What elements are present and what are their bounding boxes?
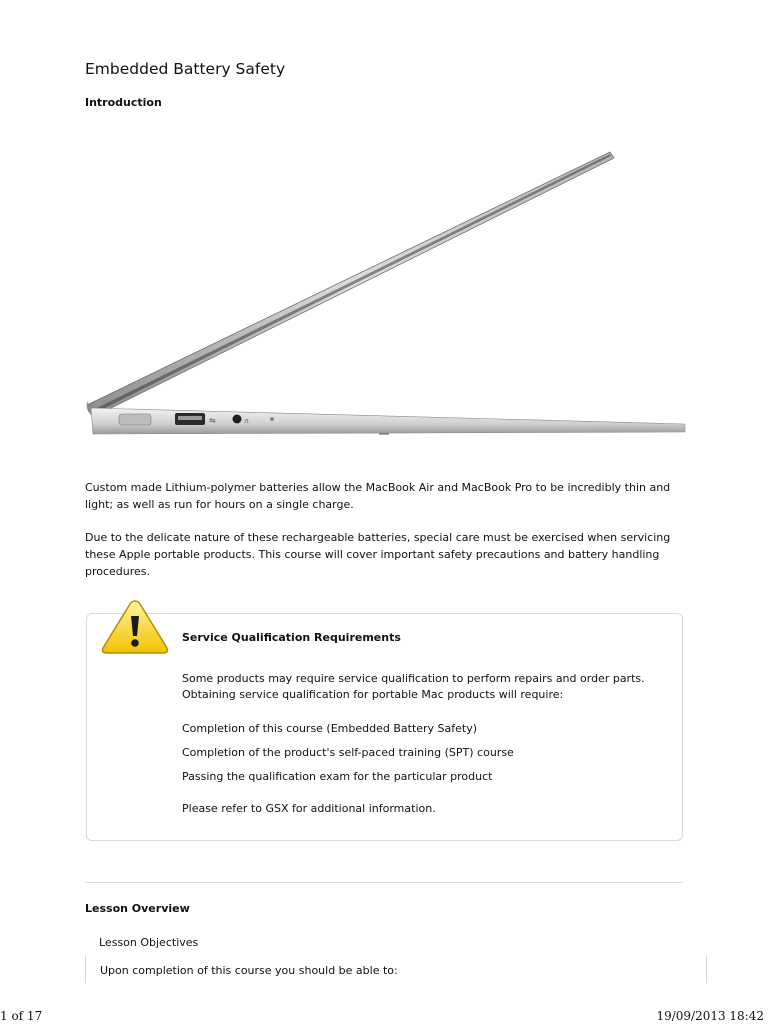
callout-intro: Some products may require service qualification to perform repairs and order parts. Obtaining service qualification for portable Mac products will require: xyxy=(182,672,645,701)
laptop-image xyxy=(85,132,688,470)
callout-title: Service Qualification Requirements xyxy=(182,631,401,644)
print-timestamp: 19/09/2013 18:42 xyxy=(656,1009,764,1023)
objectives-intro: Upon completion of this course you should be able to: xyxy=(100,964,398,977)
lesson-objectives-label: Lesson Objectives xyxy=(99,936,199,949)
divider xyxy=(85,882,683,883)
callout-requirement-1: Completion of this course (Embedded Battery Safety) xyxy=(182,722,478,735)
callout-requirement-2: Completion of the product's self-paced training (SPT) course xyxy=(182,746,514,759)
callout-requirement-3: Passing the qualification exam for the particular product xyxy=(182,770,493,783)
svg-text:⇋: ⇋ xyxy=(209,416,216,425)
svg-text:∩: ∩ xyxy=(244,417,250,425)
lesson-overview-heading: Lesson Overview xyxy=(85,902,190,915)
page-title: Embedded Battery Safety xyxy=(85,60,286,78)
intro-paragraph-1: Custom made Lithium-polymer batteries allow the MacBook Air and MacBook Pro to be incredibly thin and light; as well as run for hours on a single charge. xyxy=(85,481,671,511)
warning-icon xyxy=(100,598,170,656)
callout-note: Please refer to GSX for additional information. xyxy=(182,802,436,815)
intro-heading: Introduction xyxy=(85,96,162,109)
page-number: 1 of 17 xyxy=(0,1009,43,1023)
intro-paragraph-2: Due to the delicate nature of these rechargeable batteries, special care must be exercised when servicing these Apple portable products. This course will cover important safety precautions and battery handling procedures. xyxy=(85,531,671,578)
